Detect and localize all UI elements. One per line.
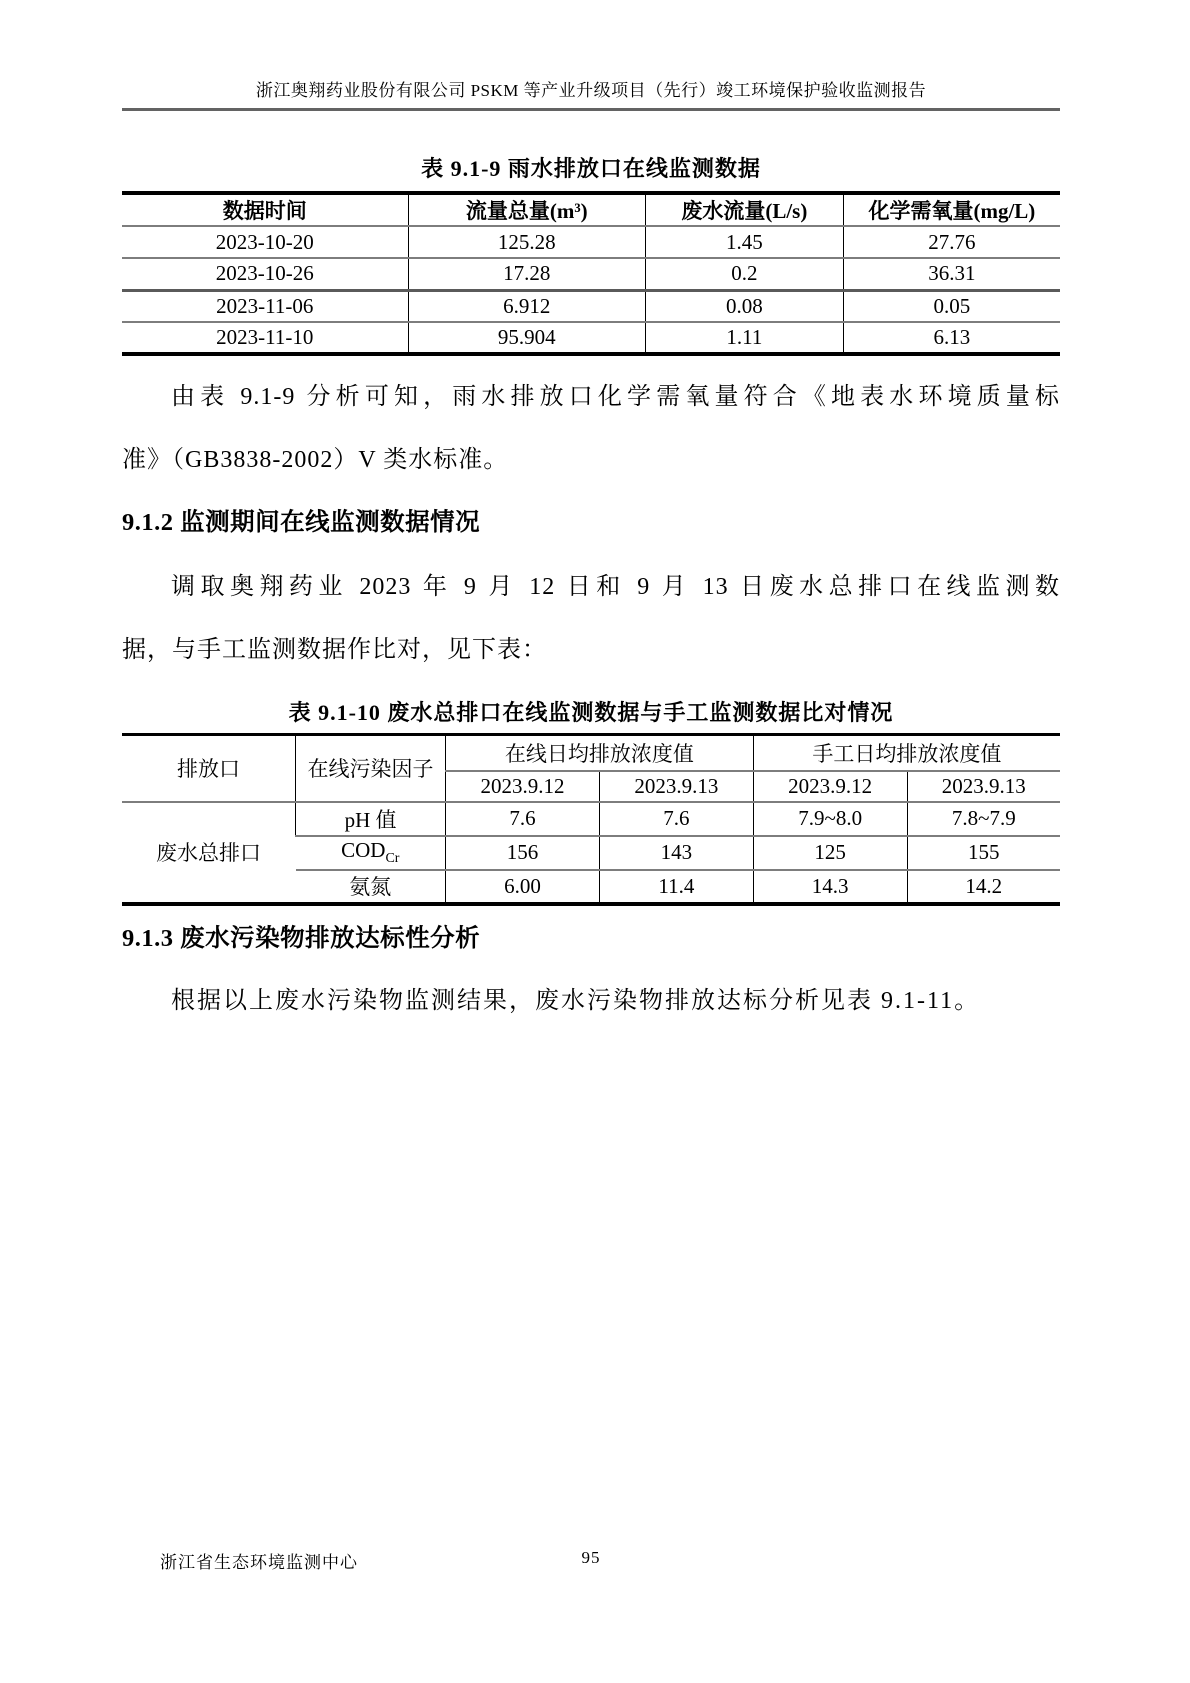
table1-row xyxy=(122,322,1060,354)
paragraph-line: 由表 9.1-9 分析可知，雨水排放口化学需氧量符合《地表水环境质量标 xyxy=(171,384,1060,410)
table2-title: 表 9.1-10 废水总排口在线监测数据与手工监测数据比对情况 xyxy=(288,700,894,725)
table1-cell: 27.76 xyxy=(843,226,1060,258)
table1-title: 表 9.1-9 雨水排放口在线监测数据 xyxy=(421,156,761,181)
table1-header-cell: 数据时间 xyxy=(222,199,307,223)
page-footer xyxy=(122,1548,1060,1572)
footer-organization: 浙江省生态环境监测中心 xyxy=(160,1553,358,1572)
table2-value-cell: 14.2 xyxy=(907,870,1060,904)
cod-subscript: Cr xyxy=(385,851,400,867)
table1-cell: 1.45 xyxy=(645,226,843,258)
table1-cell: 36.31 xyxy=(843,258,1060,290)
table2-header-date: 2023.9.12 xyxy=(753,771,907,802)
table2-factor-cell xyxy=(296,836,446,870)
table1-cell: 0.08 xyxy=(645,290,843,322)
page-header-title: 浙江奥翔药业股份有限公司 PSKM 等产业升级项目（先行）竣工环境保护验收监测报告 xyxy=(255,81,927,100)
table1-cell: 6.912 xyxy=(408,290,645,322)
table2-value-cell: 11.4 xyxy=(599,870,753,904)
table-online-vs-manual-comparison xyxy=(122,733,1060,906)
table1-cell: 17.28 xyxy=(408,258,645,290)
paragraph-table1-analysis xyxy=(122,366,1060,492)
table2-value-cell: 156 xyxy=(446,836,600,870)
paragraph-line: 调取奥翔药业 2023 年 9 月 12 日和 9 月 13 日废水总排口在线监测数 xyxy=(171,574,1060,600)
table1-cell: 2023-11-06 xyxy=(122,290,408,322)
table2-header-date: 2023.9.12 xyxy=(446,771,600,802)
table1-header-cell: 废水流量(L/s) xyxy=(645,193,843,226)
table2-value-cell: 155 xyxy=(907,836,1060,870)
table2-header-row-groups xyxy=(122,735,1060,771)
paragraph-line: 准》（GB3838-2002）V 类水标准。 xyxy=(122,447,509,473)
table2-value-cell: 14.3 xyxy=(753,870,907,904)
table2-factor-cell: 氨氮 xyxy=(296,870,446,904)
table1-header-cell: 流量总量(m³) xyxy=(408,193,645,226)
paragraph-compliance-analysis: 根据以上废水污染物监测结果，废水污染物排放达标分析见表 9.1-11。 xyxy=(171,987,981,1014)
table1-row xyxy=(122,290,1060,322)
header-divider xyxy=(122,108,1060,111)
table2-header-group-manual: 手工日均排放浓度值 xyxy=(753,735,1060,771)
table1-cell: 0.2 xyxy=(645,258,843,290)
table1-row xyxy=(122,258,1060,290)
document-page xyxy=(122,0,1060,1033)
table1-cell: 0.05 xyxy=(843,290,1060,322)
table2-value-cell: 7.9~8.0 xyxy=(753,802,907,836)
table2-header-date: 2023.9.13 xyxy=(907,771,1060,802)
table1-header-cell: 化学需氧量(mg/L) xyxy=(843,193,1060,226)
paragraph-online-data-intro xyxy=(122,556,1060,682)
table2-value-cell: 7.6 xyxy=(446,802,600,836)
table2-header-date: 2023.9.13 xyxy=(599,771,753,802)
table1-header-row xyxy=(122,193,1060,226)
table2-header-factor: 在线污染因子 xyxy=(296,735,446,802)
section-heading-912: 9.1.2 监测期间在线监测数据情况 xyxy=(122,509,481,536)
table2-value-cell: 7.6 xyxy=(599,802,753,836)
table1-cell: 125.28 xyxy=(408,226,645,258)
table2-value-cell: 6.00 xyxy=(446,870,600,904)
table2-row-ph xyxy=(122,802,1060,836)
table1-row xyxy=(122,226,1060,258)
table1-cell: 6.13 xyxy=(843,322,1060,354)
table2-header-outlet: 排放口 xyxy=(177,757,240,782)
table2-value-cell: 125 xyxy=(753,836,907,870)
table1-cell: 1.11 xyxy=(645,322,843,354)
table2-outlet-cell: 废水总排口 xyxy=(122,802,296,904)
table1-cell: 95.904 xyxy=(408,322,645,354)
footer-page-number: 95 xyxy=(581,1548,601,1567)
paragraph-line: 据，与手工监测数据作比对，见下表： xyxy=(122,637,547,663)
cod-label: COD xyxy=(341,837,386,862)
table2-value-cell: 7.8~7.9 xyxy=(907,802,1060,836)
table2-value-cell: 143 xyxy=(599,836,753,870)
table1-cell: 2023-11-10 xyxy=(122,322,408,354)
table1-cell: 2023-10-20 xyxy=(122,226,408,258)
table2-header-group-online: 在线日均排放浓度值 xyxy=(446,735,754,771)
section-heading-913: 9.1.3 废水污染物排放达标性分析 xyxy=(122,924,481,952)
table2-factor-cell: pH 值 xyxy=(296,802,446,836)
table-rainwater-online-monitoring xyxy=(122,191,1060,356)
table1-cell: 2023-10-26 xyxy=(122,258,408,290)
